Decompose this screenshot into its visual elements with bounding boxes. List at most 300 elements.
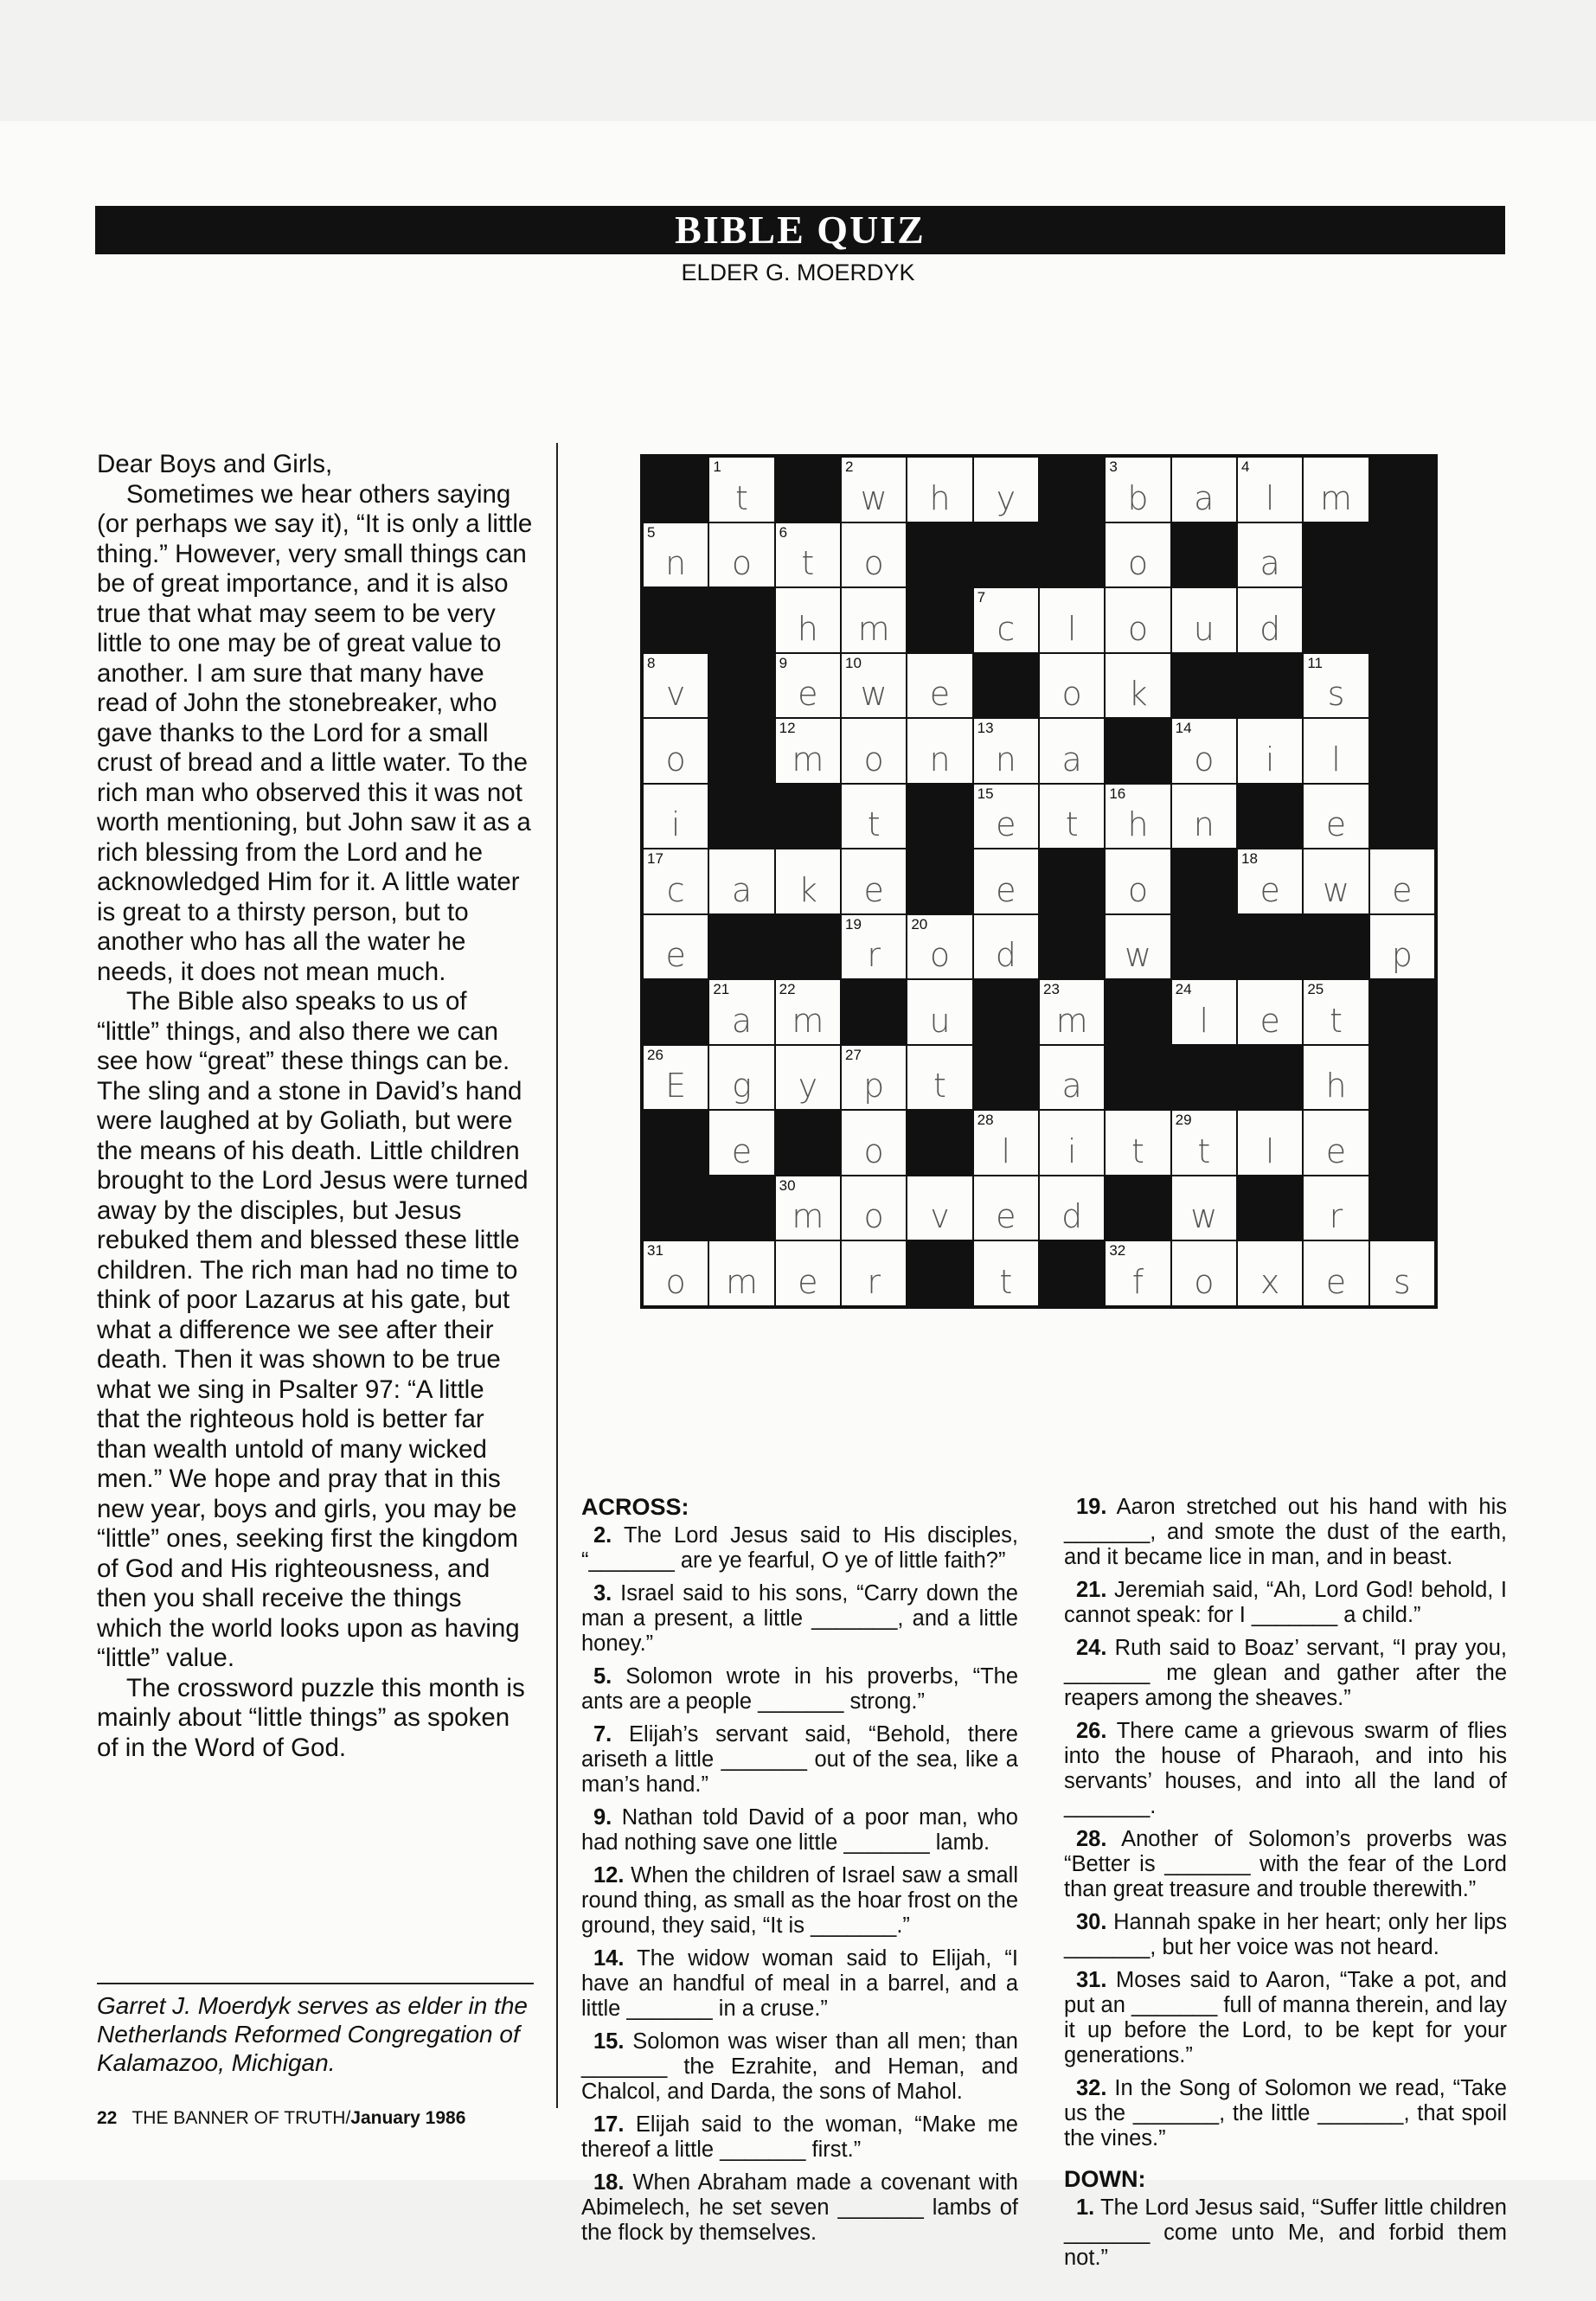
handwritten-letter: e <box>665 936 686 975</box>
crossword-cell <box>1303 1110 1368 1176</box>
handwritten-letter: o <box>1194 1262 1215 1301</box>
clue-number: 6 <box>779 523 788 541</box>
handwritten-letter: n <box>665 544 687 583</box>
clue-text: In the Song of Solomon we read, “Take us the _______, the little _______, that spoil the vines.” <box>1064 2076 1507 2150</box>
clue-number: 14. <box>593 1946 625 1971</box>
handwritten-letter: e <box>1325 805 1347 844</box>
handwritten-letter: w <box>1124 936 1152 975</box>
clue-number: 25 <box>1307 981 1324 998</box>
crossword-cell <box>643 849 708 914</box>
clue-text: Israel said to his sons, “Carry down the man a present, a little _______, and a little honey.” <box>581 1581 1018 1656</box>
crossword-black-cell <box>708 914 774 980</box>
crossword-cell <box>708 1045 774 1111</box>
handwritten-letter: E <box>665 1067 687 1106</box>
clue-text: Solomon was wiser than all men; than _______ the Ezrahite, and Heman, and Chalcol, and Darda, the sons of Mahol. <box>581 2029 1018 2104</box>
clue-number: 19 <box>845 915 862 933</box>
clue-number: 9 <box>779 654 788 671</box>
down-heading: DOWN: <box>1064 2166 1146 2192</box>
crossword-black-cell <box>775 457 841 522</box>
handwritten-letter: o <box>1127 870 1149 909</box>
crossword-cell <box>841 718 907 784</box>
handwritten-letter: r <box>867 1262 881 1301</box>
clue <box>581 1581 1018 1657</box>
handwritten-letter: o <box>665 740 686 779</box>
clue-number: 26. <box>1076 1719 1107 1743</box>
crossword-black-cell <box>1237 653 1303 719</box>
crossword-black-cell <box>907 587 972 653</box>
clue <box>581 1664 1018 1715</box>
crossword-cell <box>1171 1110 1237 1176</box>
handwritten-letter: t <box>1065 805 1079 844</box>
clue-text: Elijah said to the woman, “Make me thereof a little _______ first.” <box>581 2112 1018 2162</box>
handwritten-letter: e <box>1392 870 1413 909</box>
handwritten-letter: h <box>1127 805 1149 844</box>
crossword-cell <box>708 979 774 1045</box>
crossword-cell <box>1303 979 1368 1045</box>
handwritten-letter: a <box>1259 544 1280 583</box>
handwritten-letter: a <box>1194 478 1215 517</box>
clue <box>581 1863 1018 1939</box>
crossword-cell <box>841 1110 907 1176</box>
crossword-cell <box>907 457 972 522</box>
crossword-black-cell <box>1105 1045 1170 1111</box>
clue-text: Nathan told David of a poor man, who had nothing save one little _______ lamb. <box>581 1805 1018 1855</box>
crossword-black-cell <box>1105 979 1170 1045</box>
handwritten-letter: l <box>1265 478 1275 517</box>
crossword-cell <box>841 457 907 522</box>
clue-text: Moses said to Aaron, “Take a pot, and put an _______ full of manna therein, and lay it up before the Lord, to be kept for your generations.” <box>1064 1968 1507 2067</box>
clue-number: 7 <box>977 589 986 606</box>
crossword-black-cell <box>973 979 1039 1045</box>
clue-number: 10 <box>845 654 862 671</box>
clue-text: Elijah’s servant said, “Behold, there ariseth a little _______ out of the sea, like a man’s hand.” <box>581 1722 1018 1797</box>
crossword-cell <box>1369 849 1435 914</box>
crossword-cell <box>1039 587 1105 653</box>
crossword-cell <box>973 718 1039 784</box>
clue-text: Jeremiah said, “Ah, Lord God! behold, I cannot speak: for I _______ a child.” <box>1064 1578 1507 1627</box>
clue <box>1064 2195 1507 2271</box>
letter-paragraph: The crossword puzzle this month is mainly about “little things” as spoken of in the Word of God. <box>97 1673 525 1762</box>
crossword-cell <box>1105 914 1170 980</box>
crossword-cell <box>907 718 972 784</box>
handwritten-letter: v <box>665 675 686 714</box>
crossword-black-cell <box>973 1045 1039 1111</box>
handwritten-letter: i <box>1067 1131 1077 1170</box>
crossword-cell <box>1105 653 1170 719</box>
crossword-black-cell <box>1369 522 1435 588</box>
crossword-cell <box>1039 653 1105 719</box>
crossword-black-cell <box>708 653 774 719</box>
page-number: 22 <box>97 2108 118 2128</box>
crossword-cell <box>973 457 1039 522</box>
clue <box>1064 2076 1507 2151</box>
clue <box>581 2112 1018 2163</box>
clue <box>581 2029 1018 2105</box>
clue-number: 12 <box>779 720 796 737</box>
crossword-black-cell <box>1303 587 1368 653</box>
crossword-cell <box>1303 1045 1368 1111</box>
clue <box>581 2170 1018 2246</box>
handwritten-letter: e <box>731 1131 753 1170</box>
handwritten-letter: u <box>1193 609 1215 648</box>
crossword-cell <box>907 1045 972 1111</box>
clue <box>1064 1578 1507 1628</box>
crossword-black-cell <box>1369 1110 1435 1176</box>
crossword-cell <box>1237 457 1303 522</box>
handwritten-letter: e <box>996 805 1016 844</box>
crossword-cell <box>907 914 972 980</box>
crossword-black-cell <box>708 587 774 653</box>
publication-name: THE BANNER OF TRUTH/ <box>131 2108 351 2128</box>
clue-number: 5. <box>593 1664 612 1689</box>
clue-number: 19. <box>1076 1495 1107 1519</box>
crossword-cell <box>1171 1240 1237 1306</box>
clues-column-right <box>1064 1495 1507 2279</box>
handwritten-letter: e <box>798 1262 818 1301</box>
handwritten-letter: a <box>1061 1067 1082 1106</box>
letter-column <box>97 450 534 1763</box>
crossword-cell <box>708 522 774 588</box>
crossword-cell <box>643 914 708 980</box>
handwritten-letter: s <box>1327 675 1345 714</box>
clue-number: 30. <box>1076 1910 1107 1934</box>
crossword-cell <box>775 1240 841 1306</box>
crossword-cell <box>1039 979 1105 1045</box>
handwritten-letter: t <box>933 1067 946 1106</box>
clue-number: 14 <box>1175 720 1192 737</box>
clue-number: 17. <box>593 2112 625 2137</box>
clue-text: Ruth said to Boaz’ servant, “I pray you, _______ me glean and gather after the reapers among the sheaves.” <box>1064 1636 1507 1710</box>
crossword-black-cell <box>973 522 1039 588</box>
crossword-black-cell <box>643 1110 708 1176</box>
clue-number: 12. <box>593 1863 625 1888</box>
crossword-cell <box>841 653 907 719</box>
crossword-black-cell <box>1369 653 1435 719</box>
clue-number: 24 <box>1175 981 1192 998</box>
crossword-black-cell <box>973 653 1039 719</box>
handwritten-letter: p <box>1391 936 1413 975</box>
crossword-cell <box>841 1045 907 1111</box>
crossword-black-cell <box>1171 1045 1237 1111</box>
handwritten-letter: o <box>863 740 884 779</box>
handwritten-letter: w <box>860 675 888 714</box>
handwritten-letter: b <box>1127 478 1149 517</box>
handwritten-letter: t <box>867 805 881 844</box>
crossword-black-cell <box>841 979 907 1045</box>
clue-number: 1 <box>713 458 721 475</box>
crossword-cell <box>1171 587 1237 653</box>
crossword-black-cell <box>708 1176 774 1241</box>
crossword-black-cell <box>643 1176 708 1241</box>
clue-text: Hannah spake in her heart; only her lips _______, but her voice was not heard. <box>1064 1910 1507 1959</box>
crossword-cell <box>643 653 708 719</box>
crossword-black-cell <box>775 914 841 980</box>
crossword-black-cell <box>1369 718 1435 784</box>
crossword-cell <box>1303 784 1368 849</box>
crossword-cell <box>1105 784 1170 849</box>
handwritten-letter: d <box>995 936 1016 975</box>
crossword-black-cell <box>775 1110 841 1176</box>
handwritten-letter: o <box>731 544 753 583</box>
handwritten-letter: n <box>1193 805 1215 844</box>
crossword-cell <box>1303 1240 1368 1306</box>
crossword-black-cell <box>775 784 841 849</box>
clue-text: There came a grievous swarm of flies into the house of Pharaoh, and into his servants’ houses, and into all the land of _______. <box>1064 1719 1508 1818</box>
crossword-cell <box>775 653 841 719</box>
crossword-cell <box>907 1176 972 1241</box>
crossword-cell <box>1237 849 1303 914</box>
clue-number: 11 <box>1307 654 1323 671</box>
crossword-cell <box>841 849 907 914</box>
magazine-page <box>0 121 1596 2270</box>
handwritten-letter: h <box>1325 1067 1347 1106</box>
crossword-black-cell <box>907 522 972 588</box>
crossword-cell <box>775 979 841 1045</box>
crossword-cell <box>1105 1110 1170 1176</box>
crossword-cell <box>1039 784 1105 849</box>
handwritten-letter: d <box>1061 1197 1083 1236</box>
crossword-black-cell <box>1039 1240 1105 1306</box>
clue-text: Another of Solomon’s proverbs was “Better is _______ with the fear of the Lord than great treasure and trouble therewith.” <box>1064 1827 1507 1901</box>
crossword-black-cell <box>1171 849 1237 914</box>
crossword-cell <box>775 718 841 784</box>
handwritten-letter: m <box>792 1197 824 1236</box>
crossword-cell <box>1171 1176 1237 1241</box>
crossword-cell <box>1039 1176 1105 1241</box>
crossword-black-cell <box>1039 849 1105 914</box>
crossword-cell <box>1039 1110 1105 1176</box>
crossword-cell <box>973 849 1039 914</box>
handwritten-letter: y <box>996 478 1016 517</box>
crossword-black-cell <box>1237 784 1303 849</box>
column-divider <box>556 443 558 2108</box>
crossword-grid <box>640 454 1438 1309</box>
letter-paragraph: The Bible also speaks to us of “little” things, and also there we can see how “great” these things can be. The sling and a stone in David’s hand were laughed at by Goliath, but were the means of his death. Little children brought to the Lord Jesus were turned away by the disciples, but Jesus rebuked them and blessed these little children. The rich man had no time to think of poor Lazarus at his gate, but what a difference we see after their death. Then it was shown to be true what we sing in Psalter 97: “A little that the righteous hold is better far than wealth untold of many wicked men.” We hope and pray that in this new year, boys and girls, you may be “little” ones, seeking first the kingdom of God and His righteousness, and then you shall receive the things which the world looks upon as having “little” value. <box>97 987 529 1672</box>
clue-text: When Abraham made a covenant with Abimelech, he set seven _______ lambs of the flock by themselves. <box>581 2170 1018 2245</box>
crossword-black-cell <box>1105 718 1170 784</box>
crossword-black-cell <box>1237 1045 1303 1111</box>
handwritten-letter: h <box>797 609 818 648</box>
handwritten-letter: k <box>1128 675 1148 714</box>
crossword-cell <box>708 1240 774 1306</box>
handwritten-letter: p <box>863 1067 885 1106</box>
crossword-cell <box>1105 1240 1170 1306</box>
crossword-black-cell <box>907 784 972 849</box>
crossword-cell <box>1105 457 1170 522</box>
crossword-black-cell <box>1369 457 1435 522</box>
handwritten-letter: o <box>863 544 884 583</box>
handwritten-letter: e <box>1325 1262 1347 1301</box>
handwritten-letter: o <box>1061 675 1082 714</box>
crossword-cell <box>973 1240 1039 1306</box>
clue <box>1064 1910 1507 1960</box>
handwritten-letter: w <box>1322 870 1350 909</box>
crossword-cell <box>973 914 1039 980</box>
clue-text: The Lord Jesus said to His disciples, “_______ are ye fearful, O ye of little faith?” <box>581 1523 1019 1573</box>
crossword-black-cell <box>1369 1176 1435 1241</box>
crossword-black-cell <box>1039 522 1105 588</box>
clue-text: When the children of Israel saw a small round thing, as small as the hoar frost on the ground, they said, “It is _______.” <box>581 1863 1018 1938</box>
crossword-cell <box>1105 522 1170 588</box>
crossword-black-cell <box>643 457 708 522</box>
crossword-cell <box>1171 784 1237 849</box>
handwritten-letter: d <box>1259 609 1281 648</box>
clue-number: 9. <box>593 1805 612 1830</box>
crossword-black-cell <box>1171 914 1237 980</box>
handwritten-letter: m <box>1055 1001 1088 1040</box>
crossword-cell <box>1237 587 1303 653</box>
handwritten-letter: e <box>1325 1131 1347 1170</box>
crossword-black-cell <box>1369 784 1435 849</box>
handwritten-letter: r <box>867 936 881 975</box>
crossword-cell <box>1237 522 1303 588</box>
clue-number: 15 <box>977 785 994 802</box>
handwritten-letter: t <box>1197 1131 1211 1170</box>
clue-number: 5 <box>647 523 656 541</box>
clue-number: 21. <box>1076 1578 1107 1602</box>
clue-number: 18. <box>593 2170 625 2195</box>
letter-paragraph: Sometimes we hear others saying (or perhaps we say it), “It is only a little thing.” However, very small things can be of great importance, and it is also true that what may seem to be very little to one may be of great value to another. I am sure that many have read of John the stonebreaker, who gave thanks to the Lord for a small crust of bread and a little water. To the rich man who observed this it was not worth mentioning, but John saw it as a rich blessing from the Lord and he acknowledged Him for it. A little water is great to a thirsty person, but to another who has all the water he needs, it does not mean much. <box>97 479 533 986</box>
clue <box>581 1523 1018 1574</box>
handwritten-letter: t <box>1131 1131 1144 1170</box>
clue-number: 26 <box>647 1046 663 1063</box>
handwritten-letter: w <box>1190 1197 1218 1236</box>
clue <box>581 1805 1018 1856</box>
crossword-cell <box>841 587 907 653</box>
crossword-cell <box>1369 1240 1435 1306</box>
clue-number: 21 <box>713 981 730 998</box>
crossword-cell <box>708 1110 774 1176</box>
across-heading: ACROSS: <box>581 1494 689 1520</box>
handwritten-letter: t <box>999 1262 1013 1301</box>
crossword-cell <box>841 522 907 588</box>
handwritten-letter: v <box>930 1197 950 1236</box>
clue <box>1064 1636 1507 1711</box>
crossword-black-cell <box>1369 587 1435 653</box>
crossword-black-cell <box>643 587 708 653</box>
crossword-cell <box>1237 718 1303 784</box>
clue-number: 24. <box>1076 1636 1107 1660</box>
crossword-cell <box>775 1045 841 1111</box>
crossword-black-cell <box>1237 914 1303 980</box>
crossword-black-cell <box>1369 1045 1435 1111</box>
crossword-cell <box>973 1110 1039 1176</box>
handwritten-letter: o <box>665 1262 686 1301</box>
crossword-cell <box>1171 457 1237 522</box>
crossword-cell <box>1237 1110 1303 1176</box>
author-bio: Garret J. Moerdyk serves as elder in the Netherlands Reformed Congregation of Kalamazoo, Michigan. <box>97 1992 528 2076</box>
clue-number: 3. <box>593 1581 612 1606</box>
crossword-cell <box>1369 914 1435 980</box>
handwritten-letter: e <box>1259 1001 1280 1040</box>
crossword-black-cell <box>1171 522 1237 588</box>
handwritten-letter: i <box>1265 740 1275 779</box>
handwritten-letter: e <box>929 675 951 714</box>
clue-number: 7. <box>593 1722 612 1747</box>
handwritten-letter: m <box>792 1001 824 1040</box>
clue <box>581 1946 1018 2022</box>
crossword-black-cell <box>1171 653 1237 719</box>
clue-number: 16 <box>1109 785 1126 802</box>
clue-number: 13 <box>977 720 994 737</box>
clue-number: 28. <box>1076 1827 1107 1851</box>
handwritten-letter: f <box>1131 1262 1144 1301</box>
clue <box>1064 1827 1507 1902</box>
crossword-cell <box>973 784 1039 849</box>
crossword-cell <box>841 1240 907 1306</box>
clue-number: 27 <box>845 1046 862 1063</box>
clue-number: 20 <box>911 915 928 933</box>
crossword-cell <box>1105 849 1170 914</box>
handwritten-letter: m <box>857 609 890 648</box>
crossword-cell <box>1237 1240 1303 1306</box>
handwritten-letter: k <box>798 870 817 909</box>
handwritten-letter: e <box>863 870 884 909</box>
crossword-black-cell <box>907 849 972 914</box>
crossword-cell <box>1171 718 1237 784</box>
handwritten-letter: n <box>929 740 951 779</box>
clue-number: 15. <box>593 2029 625 2054</box>
handwritten-letter: y <box>798 1067 818 1106</box>
crossword-black-cell <box>1105 1176 1170 1241</box>
handwritten-letter: g <box>732 1067 752 1106</box>
crossword-cell <box>708 457 774 522</box>
clue-number: 1. <box>1076 2195 1095 2220</box>
crossword-black-cell <box>708 784 774 849</box>
crossword-black-cell <box>1369 979 1435 1045</box>
clue-number: 2. <box>593 1523 612 1548</box>
handwritten-letter: r <box>1329 1197 1343 1236</box>
crossword-cell <box>708 849 774 914</box>
handwritten-letter: e <box>1259 870 1280 909</box>
crossword-cell <box>643 1240 708 1306</box>
clue-number: 8 <box>647 654 656 671</box>
crossword-black-cell <box>907 1240 972 1306</box>
handwritten-letter: m <box>792 740 824 779</box>
clue-number: 32 <box>1109 1242 1126 1259</box>
crossword-cell <box>775 587 841 653</box>
handwritten-letter: u <box>929 1001 951 1040</box>
handwritten-letter: m <box>725 1262 758 1301</box>
crossword-cell <box>1039 1045 1105 1111</box>
handwritten-letter: o <box>863 1197 884 1236</box>
handwritten-letter: t <box>801 544 815 583</box>
crossword-black-cell <box>1039 914 1105 980</box>
crossword-cell <box>841 784 907 849</box>
crossword-cell <box>643 522 708 588</box>
handwritten-letter: a <box>1061 740 1082 779</box>
handwritten-letter: l <box>1067 609 1077 648</box>
clue-text: Aaron stretched out his hand with his _______, and smote the dust of the earth, and it became lice in man, and in beast. <box>1064 1495 1507 1569</box>
crossword-cell <box>775 849 841 914</box>
crossword-cell <box>841 1176 907 1241</box>
clues-column-left <box>581 1495 1018 2253</box>
crossword-cell <box>1039 718 1105 784</box>
handwritten-letter: c <box>666 870 685 909</box>
page-title: BIBLE QUIZ <box>95 206 1505 254</box>
crossword-cell <box>973 1176 1039 1241</box>
crossword-cell <box>775 1176 841 1241</box>
crossword-black-cell <box>1303 914 1368 980</box>
handwritten-letter: a <box>731 1001 753 1040</box>
handwritten-letter: e <box>996 870 1016 909</box>
clue-number: 31. <box>1076 1968 1107 1992</box>
clue-number: 30 <box>779 1176 796 1194</box>
handwritten-letter: l <box>1199 1001 1209 1040</box>
clue-number: 32. <box>1076 2076 1107 2100</box>
crossword-cell <box>1237 979 1303 1045</box>
crossword-cell <box>1105 587 1170 653</box>
